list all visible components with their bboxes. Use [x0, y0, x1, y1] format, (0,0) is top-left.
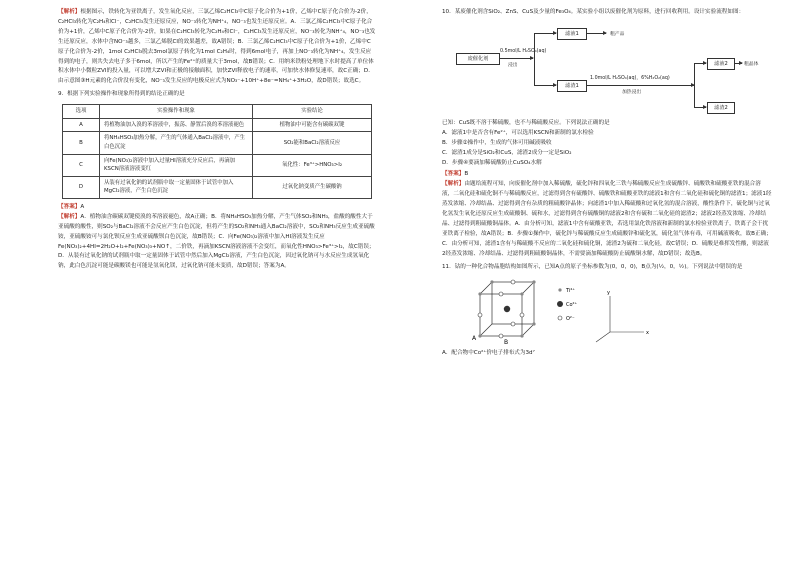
flow-branch — [534, 33, 535, 85]
row-operation: 将植物油加入溴的苯溶液中，振荡、静置后溴的苯溶液褪色 — [100, 118, 253, 132]
point-a-label: A — [472, 334, 477, 342]
axis-x-label: x — [646, 329, 649, 336]
explain-tag: 【解析】 — [58, 9, 81, 15]
option-c: C．滤渣1成分是SiO₂和CuS，滤渣2成分一定是SiO₂ — [442, 149, 572, 156]
header-operation: 实验操作和现象 — [100, 105, 253, 119]
table-header-row — [63, 105, 372, 119]
residue1-box: 滤渣1 — [557, 80, 587, 92]
header-option: 选项 — [63, 105, 100, 119]
legend-ti-icon — [558, 288, 561, 291]
answer-10 — [442, 170, 772, 180]
axes — [596, 296, 644, 342]
row-conclusion: 氧化性：Fe³⁺>HNO₃>I₂ — [253, 154, 372, 176]
question-10: 10．某废催化剂含SiO₂、ZnS、CuS及少量的Fe₃O₄。某实验小组以废催化剂为原料，进行回收利用。设计实验流程如图： — [442, 9, 745, 15]
right-column — [442, 8, 772, 358]
explanation-10 — [442, 180, 772, 259]
raw-material-box: 废催化剂 — [456, 53, 500, 65]
answer-tag: 【答案】 — [442, 171, 465, 178]
flow-arrow — [734, 63, 742, 64]
legend-o-icon — [558, 316, 562, 320]
flow-arrow — [499, 58, 533, 59]
explanation-9 — [58, 213, 376, 272]
left-column — [58, 8, 376, 272]
filtrate1-box: 滤液1 — [557, 28, 587, 40]
flow-arrow — [534, 33, 556, 34]
step1-label: 浸出 — [508, 62, 518, 68]
answer-value: B — [464, 171, 469, 178]
row-conclusion: 植物油中可能含有碳碳双键 — [253, 118, 372, 132]
explain-tag: 【解析】 — [442, 181, 465, 188]
flow-arrow — [586, 85, 694, 86]
question-9: 9．根据下列实验操作和现象所得到的结论正确的是 — [58, 91, 185, 98]
residue2-box: 滤渣2 — [707, 102, 735, 114]
answer-tag: 【答案】 — [58, 203, 81, 210]
legend-ti: Ti⁴⁺ — [566, 287, 575, 294]
legend-o: O²⁻ — [566, 315, 575, 322]
explain-text: 根据图示，铁转化为亚铁离子，发生氧化反应，三氯乙烯C₂HCl₃中C原子化合价为+1价，乙烯中C原子化合价为-2价，C₂HCl₃转化为C₂H₄和Cl⁻，C₂HCl₃发生还原反应，NO⁻₃转化为NH⁺₄，NO⁻₃也发生还原反应。A．三氯乙烯C₂HCl₃中C原子化合价为+1价，乙烯中C原子化合价为-2价，如果在C₂HCl₃转化为C₂H₄和Cl⁻，C₂HCl₃发生还原反应，NO⁻₃转化为NH⁺₄，NO⁻₃也发生还原反应，水体中含NO⁻₃越多，三氯乙烯脱Cl的效果越差，故A错误；B．三氯乙烯C₂HCl₃中C原子化合价为+1价，乙烯中C原子化合价为-2价，1mol C₂HCl₃脱去3mol氯原子转化为1mol C₂H₄时，得到6mol电子，再加上NO⁻₃转化为NH⁺₄，发生反应得到的电子，则共失去电子多于6mol，所以产生的Fe²⁺的质量大于3mol，故B错误；C．用纳米铁粉处理地下水时提高了单位体积水体中小微粒ZVI的投入量，可以增大ZVI和正极的接触面积，加快ZVI释放电子的速率，可加快水体修复速率，故C正确；D．由示意图③H元素的化合价没有变化，NO⁻₃发生反应的电极反应式为NO₃⁻+10H⁺+8e⁻=NH₄⁺+3H₂O，故D错误；故选C。 — [58, 9, 376, 85]
legend-co: Co²⁺ — [566, 301, 578, 308]
flow-arrow — [534, 85, 556, 86]
known-condition: 已知：CuS既不溶于稀硫酸，也不与稀硫酸反应。下列说法正确的是 — [442, 119, 610, 126]
row-operation: 向Fe(NO₃)₂溶液中加入过量HI溶液充分反应后，再滴加KSCN溶液溶液变红 — [100, 154, 253, 176]
process-flowchart — [456, 21, 766, 117]
option-a: A．滤液1中是否含有Fe²⁺，可以选用KSCN和新制的氯水检验 — [442, 129, 594, 136]
explain-text: A．植物油含碳碳双键使溴的苯溶液褪色，故A正确；B．将NH₄HSO₃加热分解，产生气体SO₂和NH₃，盐酸的酸性大于亚硫酸的酸性，则SO₂与BaCl₂溶液不会反应产生白色沉淀，但将产生的SO₂和NH₃通入BaCl₂溶液中，SO₂和NH₃反应生成亚硫酸铵，亚硫酸铵可与氯化钡反应生成亚硫酸钡白色沉淀，故B错误；C．向Fe(NO₃)₂溶液中加入HI溶液发生反应Fe(NO₃)₂+4HI=2H₂O+I₂+Fe(NO₃)₃+NO↑，二价铁，再滴加KSCN溶液溶液不会变红，而氧化性HNO₃>Fe³⁺>I₂，故C错误；D．从装有过氧化钠的试剂瓶中取一定量固体于试管中然后加入MgCl₂溶液，产生白色沉淀，因过氧化钠可与水反应生成氢氧化钠，此白色沉淀可能是碳酸镁也可能是氢氧化镁，过氧化钠可能未变质，故D错误；答案为A。 — [58, 213, 375, 270]
crystal-cell-figure — [460, 276, 760, 346]
crystal-svg — [460, 276, 760, 346]
option-d: D．步骤④要滴加稀硫酸防止CuSO₄水解 — [442, 159, 542, 166]
question-11: 11．钴的一种化合物晶胞结构如图所示，已知A点的原子坐标参数为(0，0，0)，B点为(½，0，½)。下列说法中错误的是 — [442, 263, 743, 270]
row-option: B — [63, 132, 100, 154]
row-conclusion: SO₂能和BaCl₂溶液反应 — [253, 132, 372, 154]
table-row — [63, 118, 372, 132]
row-option: D — [63, 176, 100, 198]
row-option: C — [63, 154, 100, 176]
point-b-label: B — [504, 338, 509, 346]
header-conclusion: 实验结论 — [253, 105, 372, 119]
experiment-table — [62, 104, 372, 199]
flow-arrow — [694, 63, 706, 64]
axis-y-label: y — [607, 289, 610, 296]
flow-arrow — [694, 107, 706, 108]
flow-arrow — [586, 33, 606, 34]
row-conclusion: 过氧化钠变质产生碳酸钠 — [253, 176, 372, 198]
question-11-option-a: A．配合物中Co²⁺价电子排布式为3d⁷ — [442, 349, 535, 356]
explain-tag: 【解析】 — [58, 213, 81, 220]
row-operation: 将NH₄HSO₃加热分解，产生的气体通入BaCl₂溶液中，产生白色沉淀 — [100, 132, 253, 154]
table-row — [63, 176, 372, 198]
step2-label: 加热浸出 — [622, 89, 642, 95]
row-option: A — [63, 118, 100, 132]
row-operation: 从装有过氧化钠的试剂瓶中取一定量固体于试管中加入MgCl₂溶液，产生白色沉淀 — [100, 176, 253, 198]
table-row — [63, 132, 372, 154]
filtrate2-box: 滤液2 — [707, 58, 735, 70]
table-row — [63, 154, 372, 176]
explain-text: 由题给流程可知，向废催化剂中加入稀硫酸，硫化锌和四氧化三铁与稀硫酸反应生成硫酸锌、硫酸铁和硫酸亚铁的混合溶液，二氧化硅和硫化铜不与稀硫酸反应，过滤得到含有硫酸锌、硫酸铁和硫酸亚铁的滤液1和含有二氧化硅和硫化铜的滤渣1；滤液1经蒸发浓缩、冷却结晶、过滤得到含有杂质的粗硫酸锌晶体；向滤渣1中加入稀硫酸和过氧化氢的混合溶液，酸性条件下，硫化铜与过氧化氢发生氧化还原反应生成硫酸铜、硫和水，过滤得到含有硫酸铜的滤液2和含有硫和二氧化硅的滤渣2；滤液2经蒸发浓缩、冷却结晶、过滤得到粗硫酸铜晶体。A．由分析可知，滤液1中含有硫酸亚铁，若选用氯化铁溶液和新制的氯水检验亚铁离子，铁离子会干扰亚铁离子检验，故A错误；B．步骤①操作中，硫化锌与稀硫酸反应生成硫酸锌和硫化氢，硫化氢气体有毒，可用碱液吸收，故B正确；C．由分析可知，滤渣1含有与稀硫酸不反应的二氧化硅和硫化铜，滤渣2为硫和二氧化硅，故C错误；D．硫酸是难挥发性酸，则滤液2经蒸发浓缩、冷却结晶、过滤得到粗硫酸铜晶体，不需要滴加稀硫酸防止硫酸铜水解，故D错误；故选B。 — [442, 181, 772, 257]
step1-reagent: 0.5mol/L H₂SO₄(aq) — [500, 48, 547, 54]
flow-branch — [694, 63, 695, 107]
crude-product-label: 粗产品 — [610, 31, 625, 37]
option-b: B．步骤②操作中，生成的气体可用碱液吸收 — [442, 139, 552, 146]
answer-9 — [58, 203, 376, 213]
step2-reagent: 1.0mol/L H₂SO₄(aq)，6%H₂O₂(aq) — [590, 75, 670, 81]
center-ion — [504, 305, 510, 311]
legend-co-icon — [557, 301, 563, 307]
explanation-8 — [58, 8, 376, 87]
answer-value: A — [80, 203, 85, 210]
crude-crystal-label: 粗晶体 — [744, 61, 759, 67]
